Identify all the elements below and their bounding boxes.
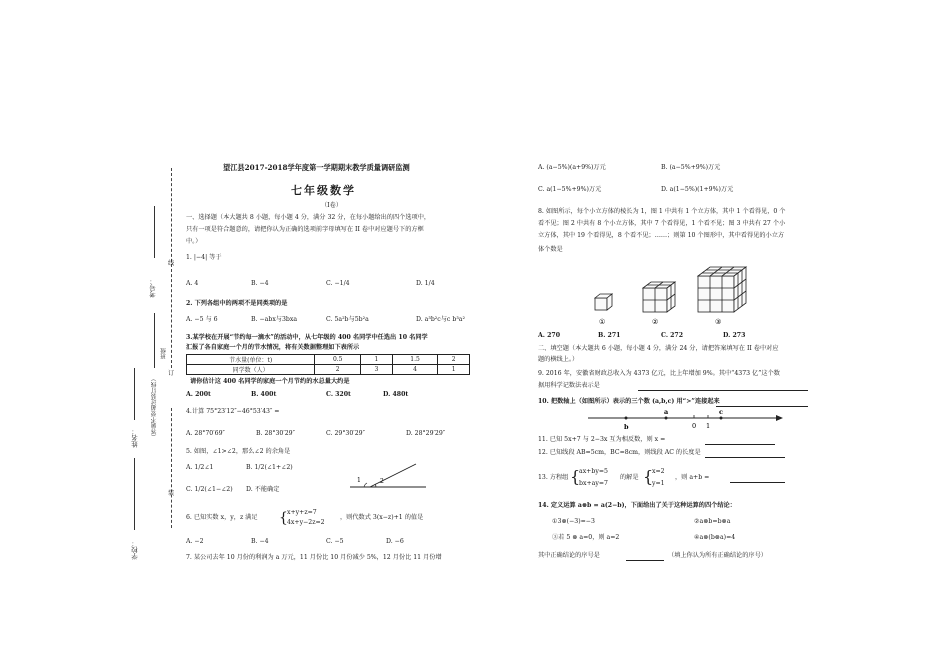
q4-option-c: C. 29°30′29″ [326, 430, 365, 437]
q8-line-1: 8. 如图所示，每个小立方体的棱长为 1，图 1 中共有 1 个立方体，其中 1 个看得见，0 个 [538, 208, 786, 215]
q12-stem: 12. 已知线段 AB=5cm，BC=8cm，则线段 AC 的长度是 [538, 449, 701, 456]
section1-heading-3: 中。） [186, 238, 202, 245]
q3-option-d: D. 480t [383, 391, 409, 398]
section1-heading-2: 只有一项是符合题意的，请把你认为正确的选项前字母填写在 II 卷中对应题号下的方框 [186, 226, 424, 233]
q14-answer-blank[interactable] [626, 560, 664, 561]
number-line-label-a: a [664, 410, 669, 416]
q8-cube-figures [588, 258, 768, 328]
q1-option-b: B. −4 [251, 280, 269, 287]
section1-heading: 一、选择题（本大题共 8 小题，每小题 4 分，满分 32 分，在每小题给出的四个选项中， [186, 214, 431, 221]
number-line-label-0: 0 [692, 422, 697, 430]
q13-eq1: ax+by=5 [579, 468, 608, 475]
q7-option-c: C. a(1−5%+9%)万元 [538, 186, 602, 193]
q6-option-d: D. −6 [386, 538, 404, 545]
q3-data-table [186, 354, 470, 375]
q13-sol1: x=2 [652, 468, 665, 475]
q1-option-d: D. 1/4 [416, 280, 435, 287]
q8-option-c: C. 272 [661, 332, 684, 339]
table-cell: 2 [315, 365, 361, 375]
q2-option-b: B. −abx与3bxa [251, 316, 298, 323]
number-line-label-b: b [624, 423, 629, 431]
binding-dash-line-1 [171, 168, 172, 368]
table-cell: 同学数（人） [187, 365, 315, 375]
q5-option-b: B. 1/2(∠1+∠2) [246, 464, 293, 471]
q7-stem: 7. 某公司去年 10 月份的利润为 a 万元，11 月份比 10 月份减少 5%，12 月份比 11 月份增 [186, 554, 442, 561]
q6-stem: 6. 已知实数 x，y，z 满足 [186, 514, 258, 521]
q10-stem: 10. 把数轴上（如图所示）表示的三个数 (a,b,c) 用“>”连接起来 [538, 398, 720, 405]
q1-stem: 1. |−4| 等于 [186, 254, 222, 261]
q4-option-d: D. 28°29′29″ [406, 430, 446, 437]
q6-option-c: C. −5 [326, 538, 344, 545]
q8-line-2: 看不见；图 2 中共有 8 个小立方体，其中 7 个看得见，1 个看不见；图 3 中共有 27 个小 [538, 220, 786, 227]
q6-eq1: x+y+z=7 [287, 509, 317, 516]
table-cell: 0.5 [315, 355, 361, 365]
q13-pre: 13. 方程组 [538, 474, 569, 481]
q5-option-a: A. 1/2∠1 [186, 464, 214, 471]
q6-brace: { [279, 510, 288, 526]
table-cell: 节水量(单位：t) [187, 355, 315, 365]
exam-title: 望江县2017-2018学年度第一学期期末教学质量调研监测 [223, 163, 410, 172]
q7-option-d: D. a(1−5%)(1+9%)万元 [661, 186, 734, 193]
q1-option-a: A. 4 [186, 280, 199, 287]
q6-option-a: A. −2 [186, 538, 204, 545]
q14-conclusion-3: ③若 5 ⊗ a=0，则 a=2 [552, 534, 620, 541]
q14-hint: （填上你认为所有正确结论的序号） [668, 552, 767, 559]
school-label: 学校： [131, 540, 139, 560]
line-char-2: 订 [168, 370, 175, 377]
line-char-3: 装 [168, 490, 175, 497]
q3-stem: 3.某学校在开展“节约每一滴水”的活动中，从七年级的 400 名同学中任选出 10 名同学 [186, 334, 428, 341]
q3-ask: 请你估计这 400 名同学的家庭一个月节约的水总量大约是 [190, 378, 350, 385]
q4-option-b: B. 28°30′29″ [256, 430, 295, 437]
volume-label: （I卷） [321, 202, 343, 209]
table-cell: 1 [438, 365, 470, 375]
q3-option-b: B. 400t [251, 391, 277, 398]
q8-line-4: 体个数是 [538, 246, 563, 253]
q9-line-1: 9. 2016 年，安徽省财政总收入为 4373 亿元，比上年增加 9%。其中“4373 亿”这个数 [538, 370, 780, 377]
q7-option-a: A. (a−5%)(a+9%)万元 [538, 164, 606, 171]
q5-figure-label-1: 1 [357, 477, 361, 484]
q8-option-a: A. 270 [538, 332, 561, 339]
q8-figure-label-1: ① [599, 318, 606, 326]
q9-answer-blank[interactable] [638, 390, 808, 391]
q13-answer-blank[interactable] [730, 482, 785, 483]
q11-answer-blank[interactable] [705, 444, 775, 445]
section2-heading: 二、填空题（本大题共 6 小题，每小题 4 分，满分 24 分，请把答案填写在 II 卷中对应 [538, 345, 779, 352]
q13-brace-2: { [643, 467, 654, 486]
q2-option-d: D. a³b²c与c b³a² [416, 316, 465, 323]
q4-stem: 4.计算 75°23′12″−46°53′43″ = [186, 408, 280, 415]
q13-sol2: y=1 [652, 480, 665, 487]
q5-option-c: C. 1/2(∠1−∠2) [186, 486, 233, 493]
number-line-label-1: 1 [706, 422, 711, 430]
binding-dash-line-2 [171, 408, 172, 528]
q5-stem: 5. 如图，∠1>∠2，那么∠2 的余角是 [186, 448, 291, 455]
q6-eq2: 4x+y−2z=2 [287, 519, 325, 526]
q4-option-a: A. 28°70′69″ [186, 430, 225, 437]
q3-stem-2: 汇报了各自家庭一个月的节水情况，将有关数据整理如下表所示 [186, 344, 360, 351]
number-line-label-c: c [719, 410, 723, 416]
q7-option-b: B. (a−5%+9%)万元 [661, 164, 721, 171]
exam-no-label: 考号： [149, 278, 157, 298]
q14-conclusion-1: ①3⊗(−3)=−3 [552, 518, 595, 525]
line-char-1: 线 [168, 260, 175, 267]
name-label: 姓名： [131, 428, 139, 448]
exam-sheet [108, 108, 870, 594]
q13-eq2: bx+ay=7 [579, 480, 608, 487]
q8-figure-label-2: ② [652, 318, 659, 326]
class-label: 班级 [161, 348, 167, 359]
q8-option-b: B. 271 [598, 332, 621, 339]
table-cell: 3 [361, 365, 393, 375]
q1-option-c: C. −1/4 [326, 280, 350, 287]
q6-tail: ，则代数式 3(x−z)+1 的值是 [340, 514, 424, 521]
q13-mid: 的解是 [620, 474, 639, 481]
q14-conclusion-4: ④a⊗(b⊗a)=4 [694, 534, 736, 541]
school-line [134, 458, 135, 530]
q14-stem: 14. 定义运算 a⊗b = a(2−b)，下面给出了关于这种运算的四个结论： [538, 502, 736, 509]
class-line [154, 313, 155, 368]
table-cell: 4 [392, 365, 438, 375]
table-row [187, 355, 470, 365]
table-row [187, 365, 470, 375]
table-cell: 1.5 [392, 355, 438, 365]
binding-notice: （答题不要超过装订线） [152, 376, 158, 440]
q5-figure-label-2: 2 [380, 478, 384, 485]
q5-angle-figure [346, 460, 432, 490]
exam-no-line [154, 206, 155, 258]
q3-option-a: A. 200t [186, 391, 211, 398]
q10-answer-blank[interactable] [716, 406, 808, 407]
q5-option-d: D. 不能确定 [246, 486, 280, 493]
q14-conclusion-2: ②a⊗b=b⊗a [694, 518, 731, 525]
subject-title: 七年级数学 [291, 184, 356, 197]
q8-option-d: D. 273 [723, 332, 746, 339]
table-cell: 2 [438, 355, 470, 365]
q9-line-2: 据用科学记数法表示是 [538, 382, 600, 389]
section2-heading-2: 题的横线上。） [538, 356, 579, 363]
q2-option-a: A. −5 与 6 [186, 316, 218, 323]
q12-answer-blank[interactable] [705, 457, 785, 458]
q2-option-c: C. 5a²b与5b²a [326, 316, 369, 323]
q8-figure-label-3: ③ [715, 318, 722, 326]
q13-brace-1: { [570, 467, 581, 486]
q14-ask: 其中正确结论的序号是 [538, 552, 600, 559]
table-cell: 1 [361, 355, 393, 365]
q10-number-line [586, 410, 786, 432]
q2-stem: 2. 下列各组中的两项不是同类项的是 [186, 300, 288, 307]
q3-option-c: C. 320t [326, 391, 351, 398]
name-line [134, 368, 135, 420]
q13-tail: ，则 a+b = [675, 474, 710, 481]
q8-line-3: 立方体，其中 19 个看得见，8 个看不见；……；则第 10 个图形中，其中看得见的小立方 [538, 232, 785, 239]
q6-option-b: B. −4 [251, 538, 269, 545]
q11-stem: 11. 已知 5x+7 与 2−3x 互为相反数，则 x = [538, 436, 666, 443]
